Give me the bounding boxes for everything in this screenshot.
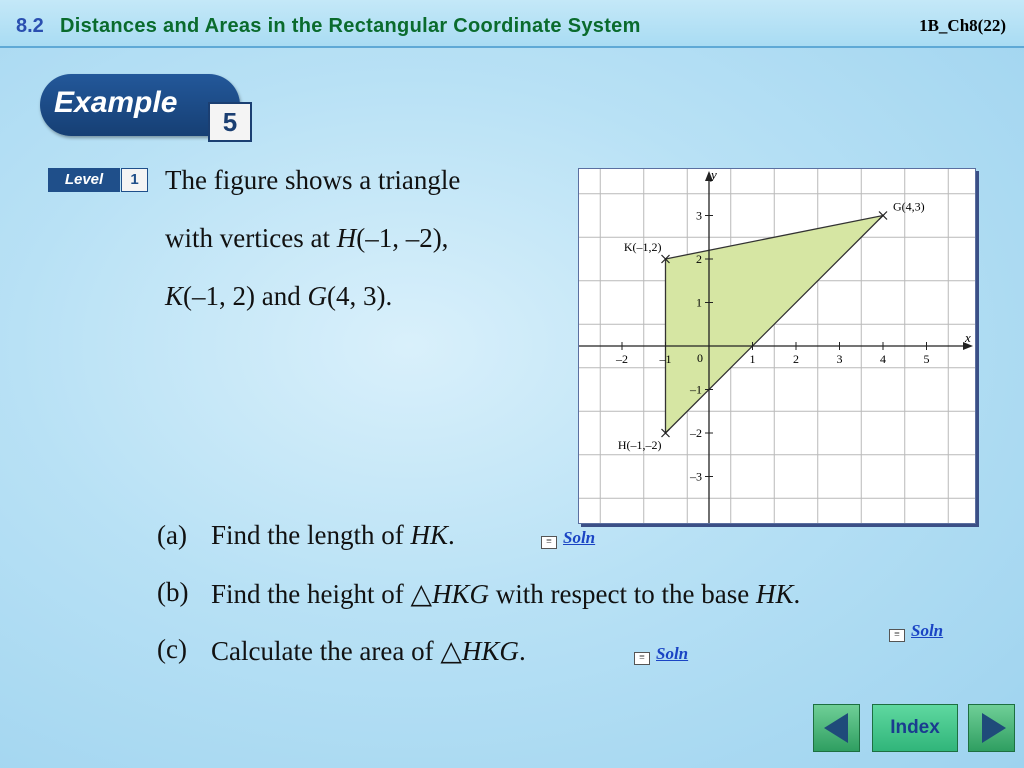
example-label: Example — [54, 86, 178, 119]
soln-label: Soln — [563, 528, 596, 547]
x-tick-label: –1 — [659, 352, 672, 366]
y-tick-label: –1 — [690, 382, 702, 397]
vertex-coords: (–1, –2), — [356, 223, 449, 253]
section-title: Distances and Areas in the Rectangular Coordinate System — [60, 15, 641, 37]
question-text-prefix: Calculate the area of — [211, 636, 441, 666]
question-b — [157, 577, 977, 611]
coordinate-graph — [578, 168, 976, 524]
header-bar — [0, 0, 1024, 48]
example-number: 5 — [208, 102, 252, 142]
problem-text: The figure shows a triangle — [165, 165, 461, 195]
soln-label: Soln — [911, 621, 944, 640]
x-tick-label: 4 — [880, 352, 886, 366]
question-label: (b) — [157, 577, 189, 607]
triangle-icon: △ — [440, 636, 462, 667]
question-c — [157, 634, 637, 668]
next-button[interactable] — [968, 704, 1015, 752]
x-tick-label: –2 — [616, 352, 628, 366]
triangle-name: HKG — [432, 579, 490, 609]
problem-line-2 — [165, 223, 448, 254]
y-tick-label: –3 — [690, 469, 702, 484]
question-label: (a) — [157, 520, 187, 550]
section-number: 8.2 — [16, 15, 44, 37]
level-number: 1 — [121, 168, 148, 192]
soln-link-b[interactable] — [889, 621, 943, 641]
soln-link-c[interactable] — [634, 644, 688, 664]
y-tick-label: 3 — [696, 208, 702, 223]
example-badge — [40, 74, 250, 140]
question-text — [211, 520, 455, 551]
right-triangle-icon — [982, 713, 1006, 743]
soln-icon: ≡ — [634, 652, 650, 665]
level-badge — [48, 168, 146, 192]
y-tick-label: 1 — [696, 295, 702, 310]
left-triangle-icon — [824, 713, 848, 743]
y-tick-label: 2 — [696, 252, 702, 266]
x-axis-label: x — [965, 330, 971, 345]
question-text-suffix: . — [518, 636, 526, 666]
triangle-name: HKG — [461, 636, 519, 666]
soln-label: Soln — [656, 644, 689, 663]
graph-svg — [579, 169, 975, 523]
point-label-H: H(–1,–2) — [617, 438, 662, 452]
y-tick-label: –2 — [690, 426, 702, 440]
problem-text: with vertices at — [165, 223, 337, 253]
problem-line-3 — [165, 281, 392, 312]
question-a — [157, 520, 577, 554]
point-label-G: G(4,3) — [893, 199, 925, 214]
question-text-mid: with respect to the base — [489, 579, 756, 609]
question-text-suffix: . — [448, 520, 455, 550]
x-tick-label: 1 — [749, 352, 756, 366]
question-text — [211, 577, 800, 611]
triangle-icon: △ — [410, 579, 433, 610]
x-tick-label: 5 — [923, 352, 930, 366]
question-text-prefix: Find the length of — [211, 520, 411, 550]
index-button[interactable]: Index — [872, 704, 958, 752]
soln-link-a[interactable] — [541, 528, 595, 548]
question-text — [211, 634, 526, 668]
soln-icon: ≡ — [889, 629, 905, 642]
vertex-coords: (–1, 2) and — [183, 281, 308, 311]
origin-label: 0 — [697, 351, 703, 365]
x-tick-label: 2 — [793, 352, 799, 366]
previous-button[interactable] — [813, 704, 860, 752]
vertex-name: G — [307, 281, 327, 311]
segment-name: HK — [755, 579, 794, 609]
soln-icon: ≡ — [541, 536, 557, 549]
vertex-name: K — [165, 281, 184, 311]
point-label-K: K(–1,2) — [623, 240, 662, 254]
question-text-prefix: Find the height of — [211, 579, 411, 609]
question-label: (c) — [157, 634, 187, 664]
vertex-coords: (4, 3). — [326, 281, 393, 311]
question-text-suffix: . — [793, 579, 801, 609]
page-code: 1B_Ch8(22) — [919, 16, 1006, 35]
level-label: Level — [48, 168, 120, 192]
x-tick-label: 3 — [836, 352, 843, 366]
vertex-name: H — [336, 223, 357, 253]
problem-line-1 — [165, 165, 460, 196]
segment-name: HK — [410, 520, 448, 550]
y-axis-label: y — [711, 169, 717, 182]
